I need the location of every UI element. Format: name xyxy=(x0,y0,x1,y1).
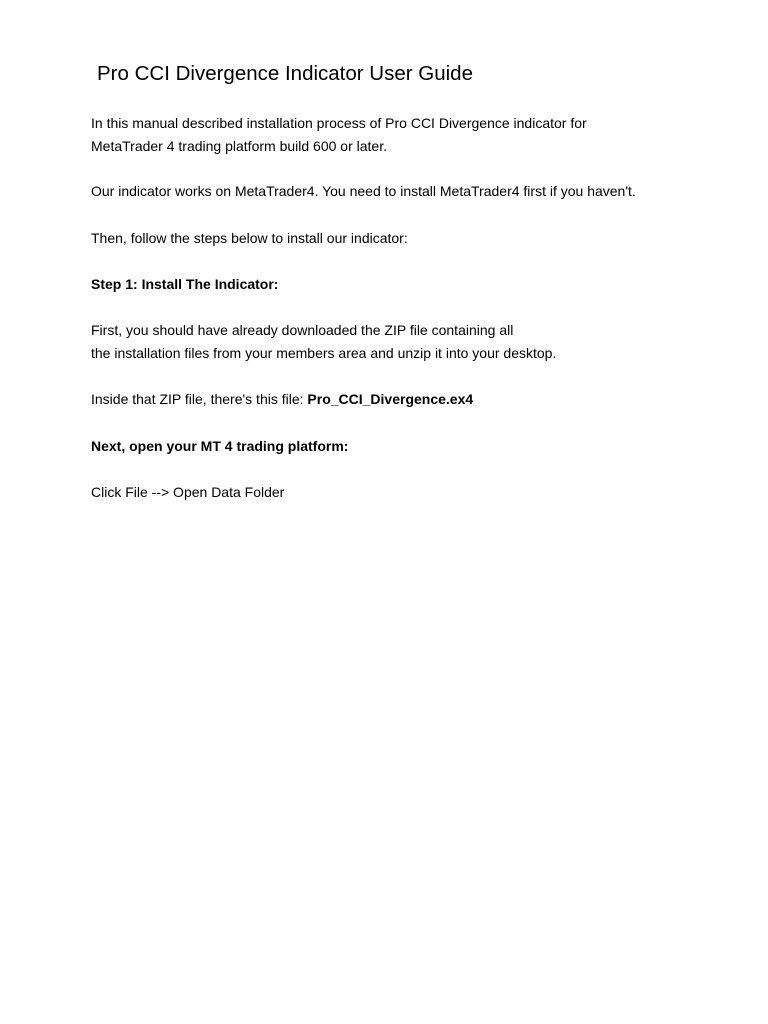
zip-file-prefix: Inside that ZIP file, there's this file: xyxy=(91,391,308,407)
next-step-heading: Next, open your MT 4 trading platform: xyxy=(91,438,349,454)
click-instruction: Click File --> Open Data Folder xyxy=(91,484,285,500)
follow-steps-paragraph: Then, follow the steps below to install our indicator: xyxy=(91,230,408,246)
zip-filename: Pro_CCI_Divergence.ex4 xyxy=(307,391,474,407)
zip-file-paragraph xyxy=(91,388,473,411)
requirement-paragraph: Our indicator works on MetaTrader4. You need to install MetaTrader4 first if you haven't. xyxy=(91,183,636,199)
intro-line-2: MetaTrader 4 trading platform build 600 or later. xyxy=(91,138,387,154)
download-line-1: First, you should have already downloaded the ZIP file containing all xyxy=(91,322,514,338)
document-title: Pro CCI Divergence Indicator User Guide xyxy=(97,62,473,85)
download-line-2: the installation files from your members area and unzip it into your desktop. xyxy=(91,345,557,361)
intro-paragraph xyxy=(91,112,587,158)
step1-heading: Step 1: Install The Indicator: xyxy=(91,276,279,292)
intro-line-1: In this manual described installation process of Pro CCI Divergence indicator for xyxy=(91,115,587,131)
download-paragraph xyxy=(91,319,556,365)
